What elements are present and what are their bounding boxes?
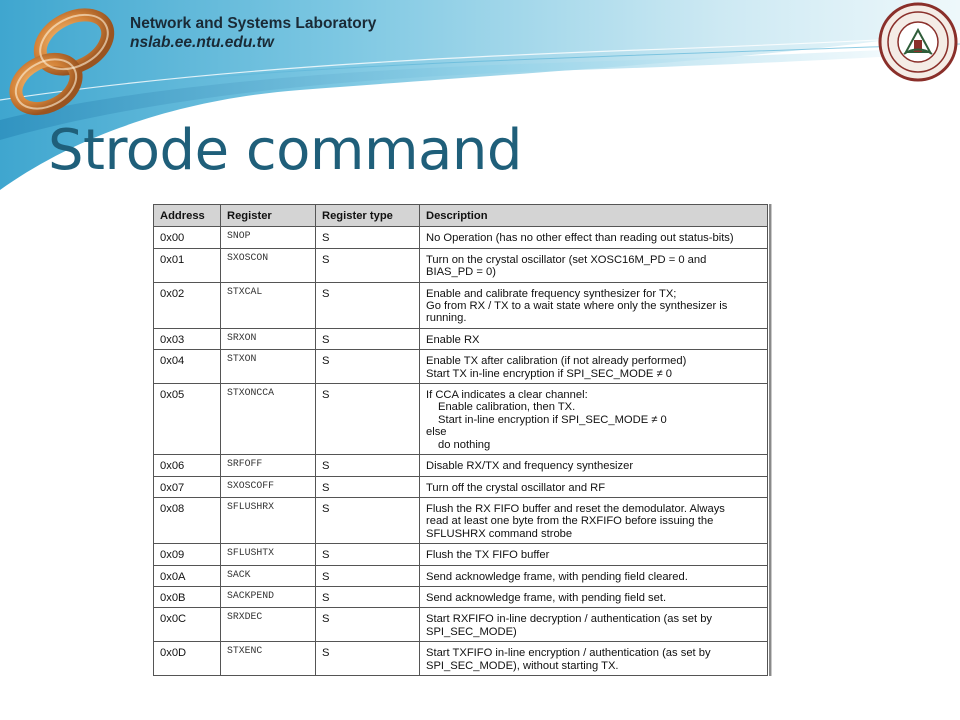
- description-cell: [420, 384, 768, 455]
- table-row: [154, 384, 768, 455]
- infinity-logo-icon: [8, 6, 116, 122]
- address-cell: 0x08: [154, 497, 221, 543]
- description-line: Send acknowledge frame, with pending field set.: [426, 591, 667, 604]
- address-cell: 0x0B: [154, 586, 221, 607]
- description-line: do nothing: [438, 438, 491, 451]
- description-line: Enable calibration, then TX.: [438, 401, 576, 414]
- description-line: SPI_SEC_MODE): [426, 625, 517, 638]
- address-cell: 0x03: [154, 328, 221, 349]
- table-row: [154, 350, 768, 384]
- address-cell: 0x0C: [154, 608, 221, 642]
- table-row: [154, 586, 768, 607]
- description-cell: [420, 248, 768, 282]
- register-type-cell: S: [316, 476, 420, 497]
- register-type-cell: S: [316, 455, 420, 476]
- description-line: Go from RX / TX to a wait state where only the synthesizer is: [426, 300, 728, 313]
- table-row: [154, 565, 768, 586]
- description-cell: [420, 497, 768, 543]
- address-cell: 0x01: [154, 248, 221, 282]
- table-row: [154, 497, 768, 543]
- description-line: read at least one byte from the RXFIFO before issuing the: [426, 515, 714, 528]
- register-type-cell: S: [316, 586, 420, 607]
- description-line: else: [426, 426, 447, 439]
- table-row: [154, 476, 768, 497]
- description-cell: [420, 642, 768, 676]
- description-line: Enable RX: [426, 333, 480, 346]
- description-line: Send acknowledge frame, with pending field cleared.: [426, 570, 688, 583]
- description-line: If CCA indicates a clear channel:: [426, 389, 588, 402]
- table-row: [154, 227, 768, 248]
- description-cell: [420, 476, 768, 497]
- description-cell: [420, 227, 768, 248]
- register-cell: SRXON: [221, 328, 316, 349]
- description-line: Start TXFIFO in-line encryption / authentication (as set by: [426, 647, 711, 660]
- description-line: running.: [426, 312, 467, 325]
- description-cell: [420, 350, 768, 384]
- description-line: Start RXFIFO in-line decryption / authentication (as set by: [426, 613, 713, 626]
- address-cell: 0x07: [154, 476, 221, 497]
- register-type-cell: S: [316, 608, 420, 642]
- register-type-cell: S: [316, 565, 420, 586]
- register-cell: SXOSCOFF: [221, 476, 316, 497]
- description-line: Turn on the crystal oscillator (set XOSC16M_PD = 0 and: [426, 253, 707, 266]
- register-cell: SXOSCON: [221, 248, 316, 282]
- address-cell: 0x05: [154, 384, 221, 455]
- register-type-cell: S: [316, 642, 420, 676]
- register-type-cell: S: [316, 350, 420, 384]
- address-cell: 0x0A: [154, 565, 221, 586]
- description-line: Start TX in-line encryption if SPI_SEC_MODE ≠ 0: [426, 367, 672, 380]
- description-cell: [420, 328, 768, 349]
- slide-title: Strode command: [48, 118, 522, 183]
- table-row: [154, 455, 768, 476]
- table-row: [154, 282, 768, 328]
- register-cell: SFLUSHRX: [221, 497, 316, 543]
- command-strobe-table: [153, 204, 768, 676]
- register-cell: SRXDEC: [221, 608, 316, 642]
- university-seal-icon: [878, 2, 958, 82]
- register-cell: SACKPEND: [221, 586, 316, 607]
- register-type-cell: S: [316, 227, 420, 248]
- register-type-cell: S: [316, 497, 420, 543]
- lab-info: [130, 14, 376, 52]
- description-line: Disable RX/TX and frequency synthesizer: [426, 460, 634, 473]
- description-cell: [420, 565, 768, 586]
- table-header-row: [154, 205, 768, 227]
- register-type-cell: S: [316, 328, 420, 349]
- register-cell: SFLUSHTX: [221, 544, 316, 565]
- address-cell: 0x00: [154, 227, 221, 248]
- table-row: [154, 642, 768, 676]
- description-line: No Operation (has no other effect than reading out status-bits): [426, 232, 734, 245]
- description-line: Start in-line encryption if SPI_SEC_MODE ≠ 0: [438, 413, 667, 426]
- address-cell: 0x0D: [154, 642, 221, 676]
- column-header-register-type: Register type: [316, 205, 420, 227]
- register-cell: STXON: [221, 350, 316, 384]
- description-line: Flush the TX FIFO buffer: [426, 549, 550, 562]
- register-type-cell: S: [316, 384, 420, 455]
- register-cell: SACK: [221, 565, 316, 586]
- description-cell: [420, 608, 768, 642]
- address-cell: 0x02: [154, 282, 221, 328]
- description-line: SPI_SEC_MODE), without starting TX.: [426, 659, 619, 672]
- register-cell: STXONCCA: [221, 384, 316, 455]
- description-line: BIAS_PD = 0): [426, 266, 496, 279]
- description-line: SFLUSHRX command strobe: [426, 527, 573, 540]
- column-header-register: Register: [221, 205, 316, 227]
- address-cell: 0x09: [154, 544, 221, 565]
- description-cell: [420, 282, 768, 328]
- description-line: Turn off the crystal oscillator and RF: [426, 481, 606, 494]
- description-cell: [420, 455, 768, 476]
- lab-url: nslab.ee.ntu.edu.tw: [130, 34, 274, 51]
- lab-name: Network and Systems Laboratory: [130, 15, 377, 32]
- register-type-cell: S: [316, 282, 420, 328]
- column-header-description: Description: [420, 205, 768, 227]
- command-table-container: [153, 204, 771, 676]
- table-row: [154, 544, 768, 565]
- table-row: [154, 328, 768, 349]
- register-cell: SRFOFF: [221, 455, 316, 476]
- register-cell: STXENC: [221, 642, 316, 676]
- description-line: Enable TX after calibration (if not already performed): [426, 355, 687, 368]
- register-type-cell: S: [316, 544, 420, 565]
- table-row: [154, 608, 768, 642]
- register-type-cell: S: [316, 248, 420, 282]
- description-line: Flush the RX FIFO buffer and reset the demodulator. Always: [426, 502, 725, 515]
- register-cell: STXCAL: [221, 282, 316, 328]
- table-row: [154, 248, 768, 282]
- address-cell: 0x06: [154, 455, 221, 476]
- description-cell: [420, 586, 768, 607]
- description-line: Enable and calibrate frequency synthesizer for TX;: [426, 287, 677, 300]
- description-cell: [420, 544, 768, 565]
- register-cell: SNOP: [221, 227, 316, 248]
- address-cell: 0x04: [154, 350, 221, 384]
- column-header-address: Address: [154, 205, 221, 227]
